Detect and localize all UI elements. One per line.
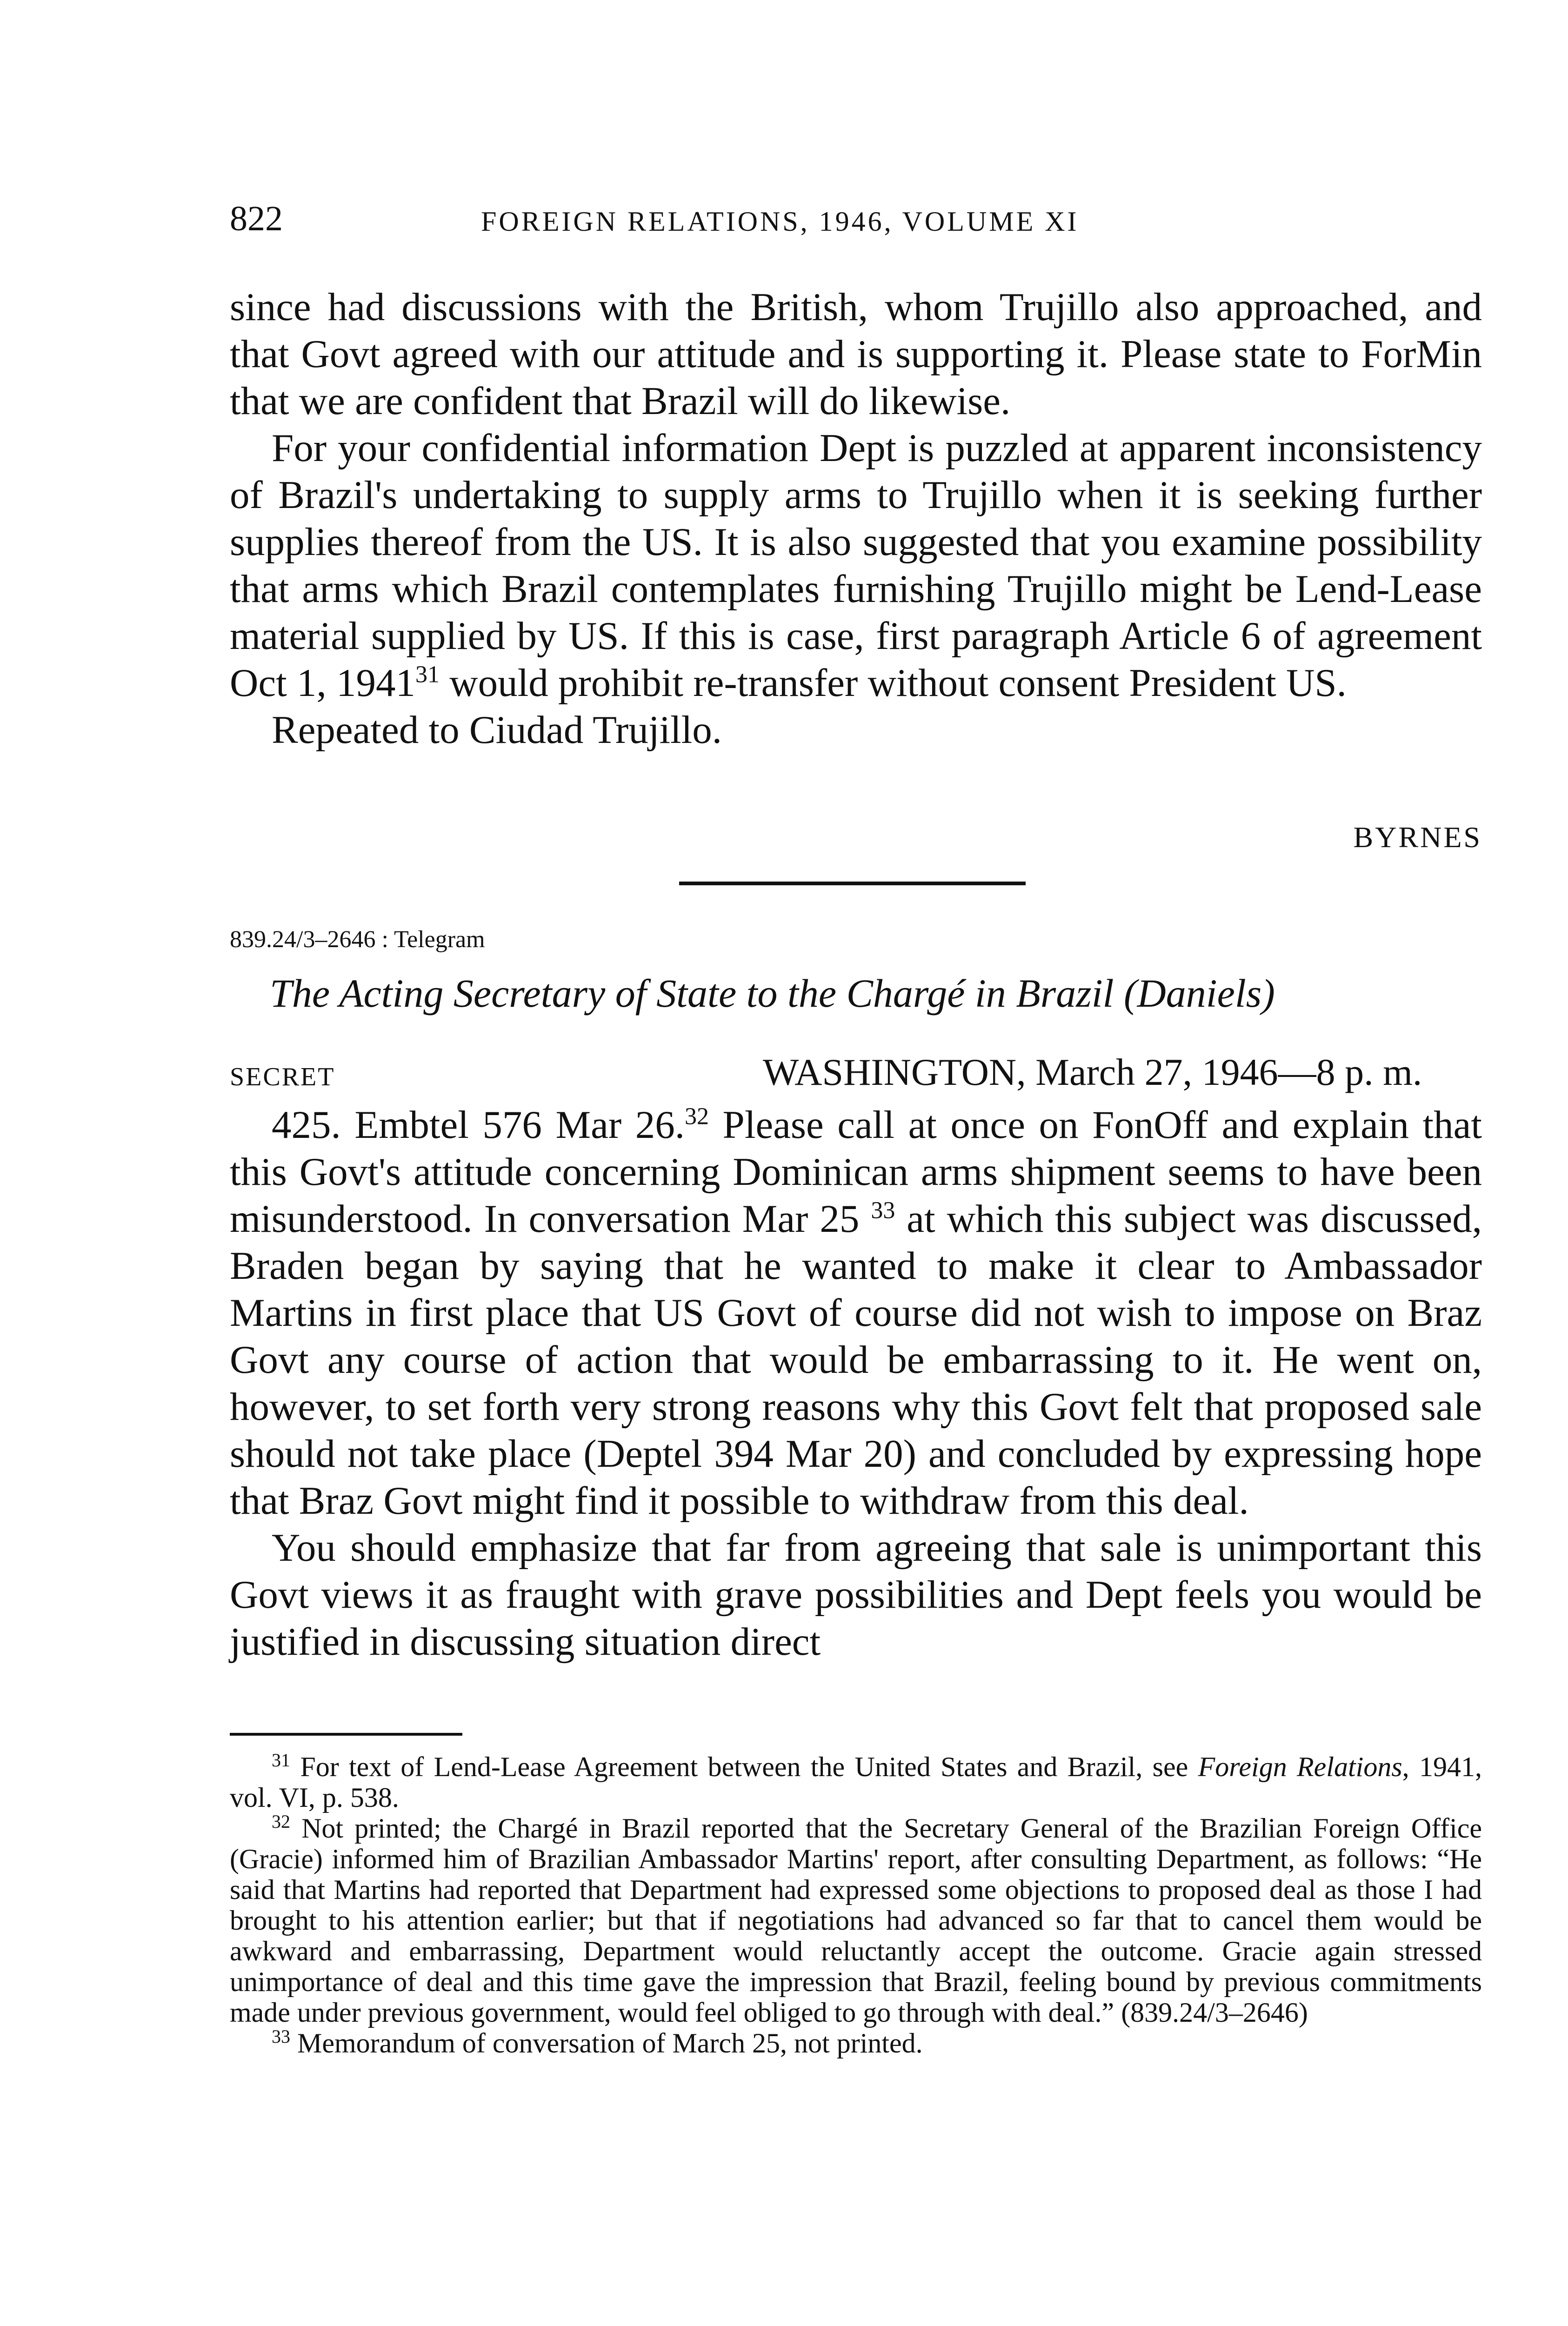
footnote-ref: 31 <box>415 661 440 688</box>
footnote-31 <box>230 1751 1482 1813</box>
page-header <box>230 195 1482 247</box>
footnote-text: For text of Lend-Lease Agreement between the United States and Brazil, see <box>290 1751 1198 1782</box>
telegram-body <box>230 1102 1482 1665</box>
paragraph: You should emphasize that far from agreeing that sale is unimportant this Govt views it as fraught with grave possibilities and Dept feels you would be justified in discussing situation direct <box>230 1526 1482 1664</box>
classification: SECRET <box>230 1063 335 1091</box>
signature: BYRNES <box>1353 821 1482 854</box>
footnotes <box>230 1751 1482 2059</box>
paragraph-text: would prohibit re-transfer without consent President US. <box>439 661 1347 705</box>
dateline: WASHINGTON, March 27, 1946—8 p. m. <box>763 1051 1422 1093</box>
paragraph: since had discussions with the British, whom Trujillo also approached, and that Govt agreed with our attitude and is supporting it. Please state to ForMin that we are confident that Brazil will do likewise. <box>230 285 1482 423</box>
paragraph <box>230 425 1482 707</box>
footnote-italic: Foreign Relations <box>1198 1751 1402 1782</box>
footnote-number: 33 <box>272 2026 290 2047</box>
footnote-rule <box>230 1733 462 1736</box>
paragraph-text: Please call at once on FonOff and explain that this Govt's attitude concerning Dominican arms shipment seems to have been misunderstood. In conversation Mar 25 <box>230 1103 1482 1241</box>
continued-telegram-text <box>230 284 1482 754</box>
footnote-33 <box>230 2028 1482 2059</box>
document-title: The Acting Secretary of State to the Chargé in Brazil (Daniels) <box>270 971 1275 1016</box>
footnote-ref: 33 <box>871 1197 895 1224</box>
footnote-number: 31 <box>272 1750 290 1771</box>
footnote-ref: 32 <box>684 1103 709 1130</box>
paragraph-text: 425. Embtel 576 Mar 26. <box>272 1103 685 1147</box>
paragraph-text: For your confidential information Dept is puzzled at apparent inconsistency of Brazil's undertaking to supply arms to Trujillo when it is seeking further supplies thereof from the US. It is also suggested that you examine possibility that arms which Brazil contemplates furnishing Trujillo might be Lend-Lease material supplied by US. If this is case, first paragraph Article 6 of agreement Oct 1, 1941 <box>230 426 1482 705</box>
footnote-32 <box>230 1813 1482 2028</box>
footnote-text: , 1941, vol. VI, p. 538. <box>230 1751 1482 1813</box>
running-head: FOREIGN RELATIONS, 1946, VOLUME XI <box>481 206 1079 237</box>
footnote-text: Not printed; the Chargé in Brazil reported that the Secretary General of the Brazilian Foreign Office (Gracie) informed him of Brazilian Ambassador Martins' report, after consulting Department, as follows: “He said that Martins had reported that Department had expressed some objections to proposed deal as those I had brought to his attention earlier; but that if negotiations had advanced so far that to cancel them would be awkward and embarrassing, Department would reluctantly accept the outcome. Gracie again stressed unimportance of deal and this time gave the impression that Brazil, feeling bound by previous commitments made under previous government, would feel obliged to go through with deal.” (839.24/3–2646) <box>230 1813 1482 2028</box>
footnote-number: 32 <box>272 1811 290 1832</box>
paragraph: Repeated to Ciudad Trujillo. <box>272 708 722 752</box>
paragraph-text: at which this subject was discussed, Braden began by saying that he wanted to make it clear to Ambassador Martins in first place that US Govt of course did not wish to impose on Braz Govt any course of action that would be embarrassing to it. He went on, however, to set forth very strong reasons why this Govt felt that proposed sale should not take place (Deptel 394 Mar 20) and concluded by expressing hope that Braz Govt might find it possible to withdraw from this deal. <box>230 1197 1482 1523</box>
paragraph <box>230 1102 1482 1524</box>
footnote-text: Memorandum of conversation of March 25, not printed. <box>290 2028 923 2059</box>
file-reference: 839.24/3–2646 : Telegram <box>230 926 485 953</box>
page-number: 822 <box>230 199 283 238</box>
section-divider <box>679 882 1026 885</box>
